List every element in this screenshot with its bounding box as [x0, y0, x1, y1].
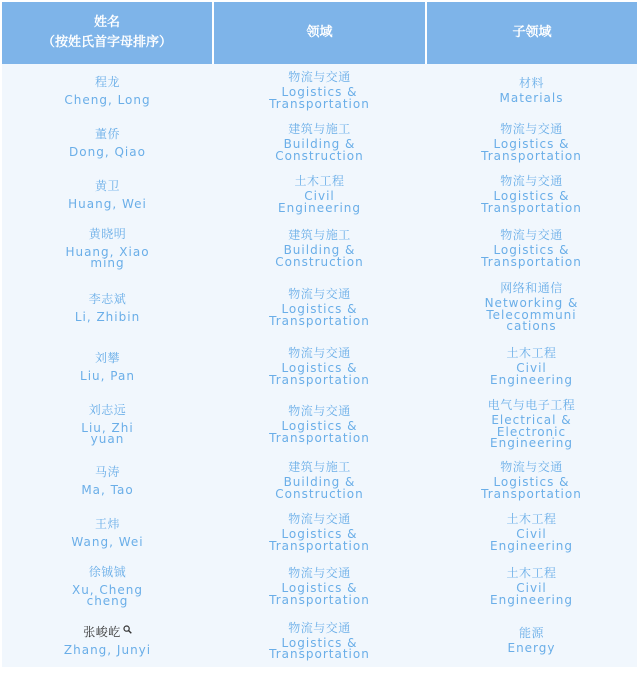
cell-field-english: Logistics & Transportation	[269, 85, 370, 111]
cell-subfield-chinese: 网络和通信	[500, 281, 563, 296]
cell-field-chinese: 建筑与施工	[288, 122, 351, 136]
name-chinese-text: 刘志远	[88, 403, 127, 417]
cell-field-english: Logistics & Transportation	[269, 581, 370, 607]
name-english: Cheng, Long	[64, 92, 151, 107]
name-chinese	[2, 292, 213, 306]
name-chinese	[2, 465, 213, 479]
cell-field-english: Logistics & Transportation	[269, 419, 370, 445]
cell-field-chinese: 物流与交通	[288, 346, 351, 360]
name-chinese	[2, 127, 213, 141]
cell-name	[2, 168, 213, 220]
cell-field	[213, 168, 426, 220]
table-row	[2, 558, 637, 614]
cell-field-english: Logistics & Transportation	[269, 635, 370, 661]
cell-subfield	[426, 506, 637, 558]
cell-subfield	[426, 220, 637, 276]
cell-subfield-english: Logistics & Transportation	[481, 137, 582, 163]
table-row	[2, 276, 637, 338]
cell-field	[213, 394, 426, 454]
cell-subfield	[426, 168, 637, 220]
cell-field-english: Logistics & Transportation	[269, 302, 370, 328]
cell-name	[2, 454, 213, 506]
cell-name	[2, 220, 213, 276]
cell-subfield-english: Electrical & Electronic Engineering	[490, 413, 573, 451]
header-name-line2: （按姓氏首字母排序）	[41, 35, 172, 50]
name-chinese-text: 李志斌	[88, 291, 127, 306]
name-chinese-text: 徐铖铖	[88, 565, 127, 579]
table-row	[2, 454, 637, 506]
header-field: 领域	[213, 2, 426, 64]
cell-field	[213, 116, 426, 168]
table-row	[2, 220, 637, 276]
name-chinese-text: 张峻屹	[83, 625, 121, 639]
name-chinese	[2, 565, 213, 579]
cell-field-english: Logistics & Transportation	[269, 361, 370, 387]
cell-subfield-chinese: 土木工程	[506, 512, 557, 526]
cell-field-chinese: 物流与交通	[288, 566, 351, 580]
researcher-table	[2, 2, 637, 667]
cell-subfield-english: Logistics & Transportation	[481, 475, 582, 501]
cell-subfield-chinese: 土木工程	[506, 346, 557, 360]
table-row	[2, 506, 637, 558]
cell-subfield-chinese: 材料	[518, 75, 544, 90]
cell-field-english: Building & Construction	[275, 137, 364, 163]
magnifier-icon[interactable]	[123, 625, 132, 639]
cell-field	[213, 558, 426, 614]
cell-subfield-english: Civil Engineering	[490, 361, 573, 387]
name-english: Zhang, Junyi	[63, 643, 152, 657]
cell-name	[2, 276, 213, 338]
name-english: Ma, Tao	[81, 482, 134, 497]
name-english: Liu, Zhi yuan	[81, 421, 134, 446]
cell-field-english: Civil Engineering	[278, 189, 361, 215]
cell-field-chinese: 土木工程	[294, 174, 345, 188]
cell-subfield-chinese: 物流与交通	[500, 460, 563, 474]
cell-subfield-english: Civil Engineering	[490, 527, 573, 553]
cell-field-chinese: 物流与交通	[288, 287, 351, 301]
researcher-table-container	[2, 2, 637, 667]
cell-name	[2, 614, 213, 667]
table-row	[2, 394, 637, 454]
cell-subfield-chinese: 土木工程	[506, 566, 557, 580]
cell-field	[213, 220, 426, 276]
cell-subfield	[426, 614, 637, 667]
cell-subfield-english: Materials	[499, 90, 564, 105]
cell-subfield-chinese: 能源	[518, 626, 544, 641]
cell-subfield	[426, 338, 637, 394]
cell-subfield-english: Logistics & Transportation	[481, 243, 582, 269]
name-chinese-text: 董侨	[94, 126, 120, 141]
name-english: Li, Zhibin	[74, 309, 141, 324]
cell-subfield	[426, 64, 637, 116]
cell-subfield	[426, 394, 637, 454]
cell-field-chinese: 物流与交通	[288, 70, 351, 84]
table-row	[2, 168, 637, 220]
table-header-row	[2, 2, 637, 64]
cell-name	[2, 506, 213, 558]
cell-name	[2, 64, 213, 116]
cell-field-english: Building & Construction	[275, 243, 364, 269]
table-row	[2, 116, 637, 168]
table-row	[2, 64, 637, 116]
cell-field-english: Building & Construction	[275, 475, 364, 501]
name-chinese	[2, 75, 213, 89]
cell-field-chinese: 物流与交通	[288, 620, 351, 635]
cell-name	[2, 116, 213, 168]
name-chinese-text: 马涛	[94, 464, 120, 479]
name-chinese-text: 刘攀	[94, 350, 120, 365]
name-chinese	[2, 351, 213, 365]
table-row	[2, 614, 637, 667]
cell-field-chinese: 物流与交通	[288, 512, 351, 526]
cell-subfield	[426, 558, 637, 614]
cell-field	[213, 614, 426, 667]
cell-field	[213, 338, 426, 394]
cell-name	[2, 558, 213, 614]
cell-field	[213, 276, 426, 338]
cell-name	[2, 394, 213, 454]
name-chinese	[2, 517, 213, 531]
name-chinese	[2, 625, 213, 639]
name-english: Xu, Cheng cheng	[71, 583, 144, 608]
cell-field-chinese: 建筑与施工	[288, 460, 351, 474]
cell-subfield-chinese: 电气与电子工程	[487, 398, 576, 413]
header-name-line1: 姓名	[93, 15, 120, 30]
cell-field	[213, 506, 426, 558]
table-row	[2, 338, 637, 394]
cell-subfield-chinese: 物流与交通	[500, 228, 563, 242]
header-name	[2, 2, 213, 64]
cell-name	[2, 338, 213, 394]
name-chinese	[2, 179, 213, 193]
name-chinese-text: 黄晓明	[88, 227, 127, 241]
cell-subfield	[426, 276, 637, 338]
cell-field-english: Logistics & Transportation	[269, 527, 370, 553]
name-chinese-text: 程龙	[94, 74, 120, 89]
name-english: Liu, Pan	[80, 368, 135, 383]
cell-subfield	[426, 116, 637, 168]
cell-field	[213, 454, 426, 506]
cell-subfield-english: Logistics & Transportation	[481, 189, 582, 215]
name-english: Dong, Qiao	[69, 144, 146, 159]
cell-subfield-english: Networking & Telecommuni cations	[484, 296, 579, 334]
name-chinese	[2, 403, 213, 417]
cell-subfield-english: Civil Engineering	[490, 581, 573, 607]
cell-subfield	[426, 454, 637, 506]
cell-subfield-chinese: 物流与交通	[500, 174, 563, 188]
name-chinese-text: 王炜	[94, 516, 120, 531]
cell-field-chinese: 建筑与施工	[288, 228, 351, 242]
cell-field-chinese: 物流与交通	[288, 404, 351, 418]
cell-subfield-chinese: 物流与交通	[500, 122, 563, 136]
name-english: Huang, Xiao ming	[65, 245, 150, 270]
cell-subfield-english: Energy	[507, 641, 556, 656]
header-subfield: 子领域	[426, 2, 637, 64]
cell-field	[213, 64, 426, 116]
name-english: Wang, Wei	[71, 534, 144, 549]
name-chinese	[2, 227, 213, 241]
name-chinese-text: 黄卫	[94, 178, 120, 193]
name-english: Huang, Wei	[68, 196, 147, 211]
